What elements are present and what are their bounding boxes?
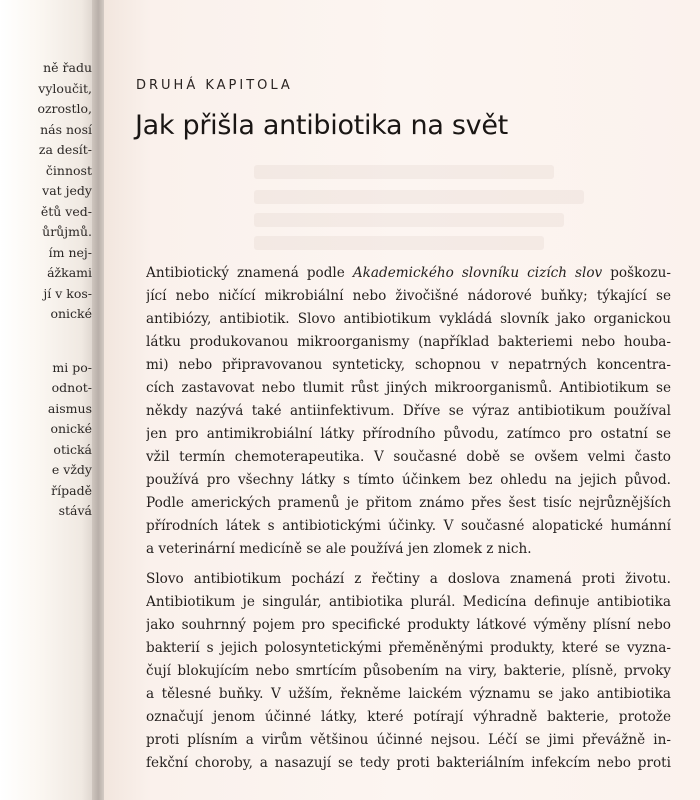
text-line: cích zastavovat nebo tlumit růst jiných mikroorganismů. Antibiotikum se (146, 380, 671, 396)
left-line: stává (58, 503, 92, 518)
left-line: ně řadu (43, 60, 92, 75)
left-line: onické (50, 421, 92, 436)
left-line: nás nosí (40, 121, 92, 137)
left-line: ím nej- (48, 244, 92, 260)
left-line: činnost (45, 162, 92, 178)
text-line: jen pro antimikrobiální látky přírodního původu, zatímco pro ostatní se (146, 426, 671, 442)
text-line: používá pro všechny látky s tímto účinkem bez ohledu na jejich původ. (146, 472, 671, 488)
left-line: otická (53, 441, 92, 457)
text-line: označují jenom účinné látky, které potírají výhradně bakterie, protože (146, 709, 671, 725)
text-span: poškozu- (602, 265, 671, 281)
text-span: Antibiotický znamená podle (146, 265, 353, 281)
text-line: antibiózy, antibiotik. Slovo antibiotikum vykládá slovník jako organickou (146, 311, 671, 327)
text-line: a veterinární medicíně se ale používá jen zlomek z nich. (146, 541, 532, 557)
text-line: látku produkovanou mikroorganismy (například bakteriemi nebo houba- (146, 334, 671, 350)
left-line-gap (0, 325, 92, 358)
chapter-title: Jak přišla antibiotika na svět (135, 110, 508, 141)
text-line: přírodních látek s antibiotickými účinky. V současné alopatické humánní (146, 518, 671, 534)
paragraph-1 (146, 262, 671, 561)
left-line: jí v kos- (43, 285, 92, 301)
show-through-text (254, 213, 564, 227)
left-line: aismus (47, 400, 92, 416)
left-line: ůrůjmů. (42, 224, 92, 239)
left-line: řípadě (51, 482, 92, 498)
text-line: bakterií s jejich polosyntetickými přeměněnými produkty, které se vyzna- (146, 640, 671, 656)
show-through-text (254, 190, 584, 204)
show-through-text (254, 236, 544, 250)
text-line: jako souhrnný pojem pro specifické produkty látkové výměny plísní nebo (146, 617, 671, 633)
chapter-label: DRUHÁ KAPITOLA (136, 78, 293, 93)
text-line: fekční choroby, a nasazují se tedy proti bakteriálním infekcím nebo proti (146, 755, 671, 771)
left-line: onické (50, 306, 92, 321)
left-line: e vždy (51, 462, 92, 477)
left-line: vyloučit, (38, 80, 92, 96)
left-line: odnot- (51, 380, 92, 395)
left-page-text (0, 58, 92, 522)
show-through-text (254, 165, 554, 179)
left-line: ětů ved- (40, 203, 92, 219)
right-page (104, 0, 700, 800)
text-line: Antibiotikum je singulár, antibiotika plurál. Medicína definuje antibiotika (146, 594, 671, 610)
left-line: ozrostlo, (37, 101, 92, 116)
text-line (146, 262, 671, 285)
left-line: vat jedy (42, 183, 92, 198)
italic-book-title: Akademického slovníku cizích slov (352, 265, 603, 281)
left-line: za desít- (38, 142, 92, 157)
text-line: Slovo antibiotikum pochází z řečtiny a doslova znamená proti životu. (146, 571, 671, 587)
text-line: vžil termín chemoterapeutika. V současné době se ovšem velmi často (146, 449, 671, 465)
paragraph-2 (146, 568, 671, 775)
text-line: a tělesné buňky. V užším, řekněme laickém významu se jako antibiotika (146, 686, 671, 702)
left-line: mi po- (52, 359, 92, 375)
left-page (0, 0, 96, 800)
text-line: mi) nebo připravovanou synteticky, schopnou v nepatrných koncentra- (146, 357, 671, 373)
text-line: jící nebo ničící mikrobiální nebo živočišné nádorové buňky; týkající se (146, 288, 671, 304)
text-line: někdy nazývá také antiinfektivum. Dříve se výraz antibiotikum používal (146, 403, 671, 419)
text-line: čují blokujícím nebo smrtícím působením na viry, bakterie, plísně, prvoky (146, 663, 671, 679)
text-line: proti plísním a virům většinou účinné nejsou. Léčí se jimi převážně in- (146, 732, 671, 748)
text-line: Podle amerických pramenů je přitom známo přes šest tisíc nejrůznějších (146, 495, 671, 511)
left-line: ážkami (47, 265, 92, 280)
